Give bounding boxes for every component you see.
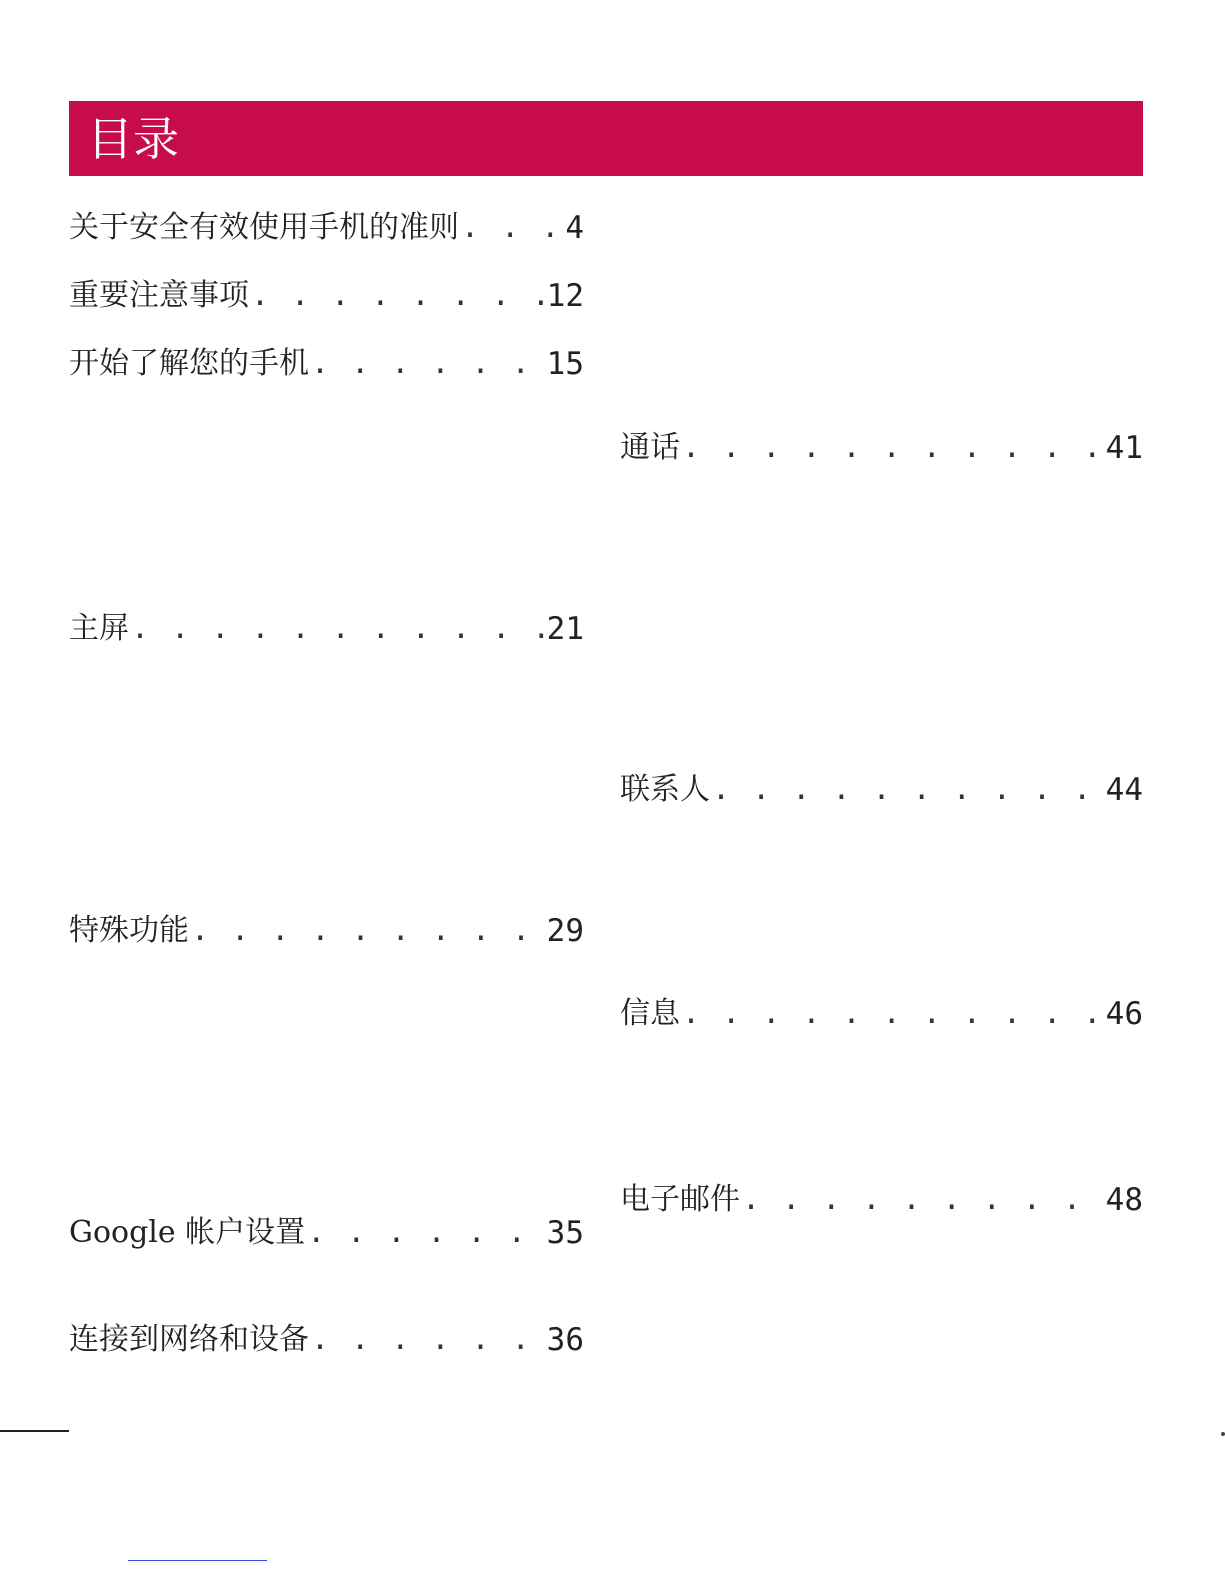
toc-dot-leader [311, 1320, 545, 1360]
toc-dot-leader [682, 428, 1104, 468]
toc-entry[interactable] [620, 1180, 1143, 1220]
toc-page-number: 41 [1105, 430, 1143, 466]
toc-entry-label: 开始了解您的手机 [69, 346, 309, 381]
toc-entry-label: 主屏 [69, 611, 129, 646]
toc-entry-label: 联系人 [620, 772, 710, 807]
toc-page-number: 12 [546, 278, 584, 314]
toc-page-number: 4 [565, 210, 584, 246]
toc-entry[interactable] [620, 428, 1143, 468]
toc-dot-leader [311, 344, 545, 384]
toc-header-bar [69, 101, 1143, 176]
toc-dot-leader [461, 208, 563, 248]
toc-dot-leader [131, 609, 545, 649]
toc-entry[interactable] [69, 1320, 584, 1360]
page-edge-mark [1221, 1432, 1225, 1436]
toc-entry[interactable] [69, 276, 584, 316]
toc-entry[interactable] [69, 208, 584, 248]
toc-page-number: 15 [546, 346, 584, 382]
toc-dot-leader [682, 994, 1104, 1034]
toc-entry-label: 关于安全有效使用手机的准则 [69, 210, 459, 245]
toc-entry-label: Google 帐户设置 [69, 1215, 306, 1250]
toc-dot-leader [251, 276, 545, 316]
page-footer-rule [0, 1430, 69, 1432]
toc-entry-label: 特殊功能 [69, 913, 189, 948]
toc-entry[interactable] [620, 994, 1143, 1034]
toc-page-number: 29 [546, 913, 584, 949]
toc-entry[interactable] [69, 911, 584, 951]
toc-dot-leader [307, 1213, 544, 1253]
toc-dot-leader [712, 770, 1104, 810]
toc-entry-label: 信息 [620, 996, 680, 1031]
page-title: 目录 [87, 112, 179, 166]
toc-page-number: 48 [1105, 1182, 1143, 1218]
toc-entry[interactable] [69, 344, 584, 384]
toc-entry-label: 重要注意事项 [69, 278, 249, 313]
toc-dot-leader [191, 911, 545, 951]
toc-page-number: 46 [1105, 996, 1143, 1032]
toc-page-number: 21 [546, 611, 584, 647]
toc-page-number: 35 [546, 1215, 584, 1251]
toc-entry[interactable] [620, 770, 1143, 810]
toc-dot-leader [742, 1180, 1104, 1220]
toc-entry-label: 连接到网络和设备 [69, 1322, 309, 1357]
toc-entry[interactable] [69, 1213, 584, 1253]
footer-link-underline [128, 1560, 267, 1561]
toc-page-number: 36 [546, 1322, 584, 1358]
toc-entry-label: 通话 [620, 430, 680, 465]
toc-entry[interactable] [69, 609, 584, 649]
toc-page-number: 44 [1105, 772, 1143, 808]
toc-entry-label: 电子邮件 [620, 1182, 740, 1217]
